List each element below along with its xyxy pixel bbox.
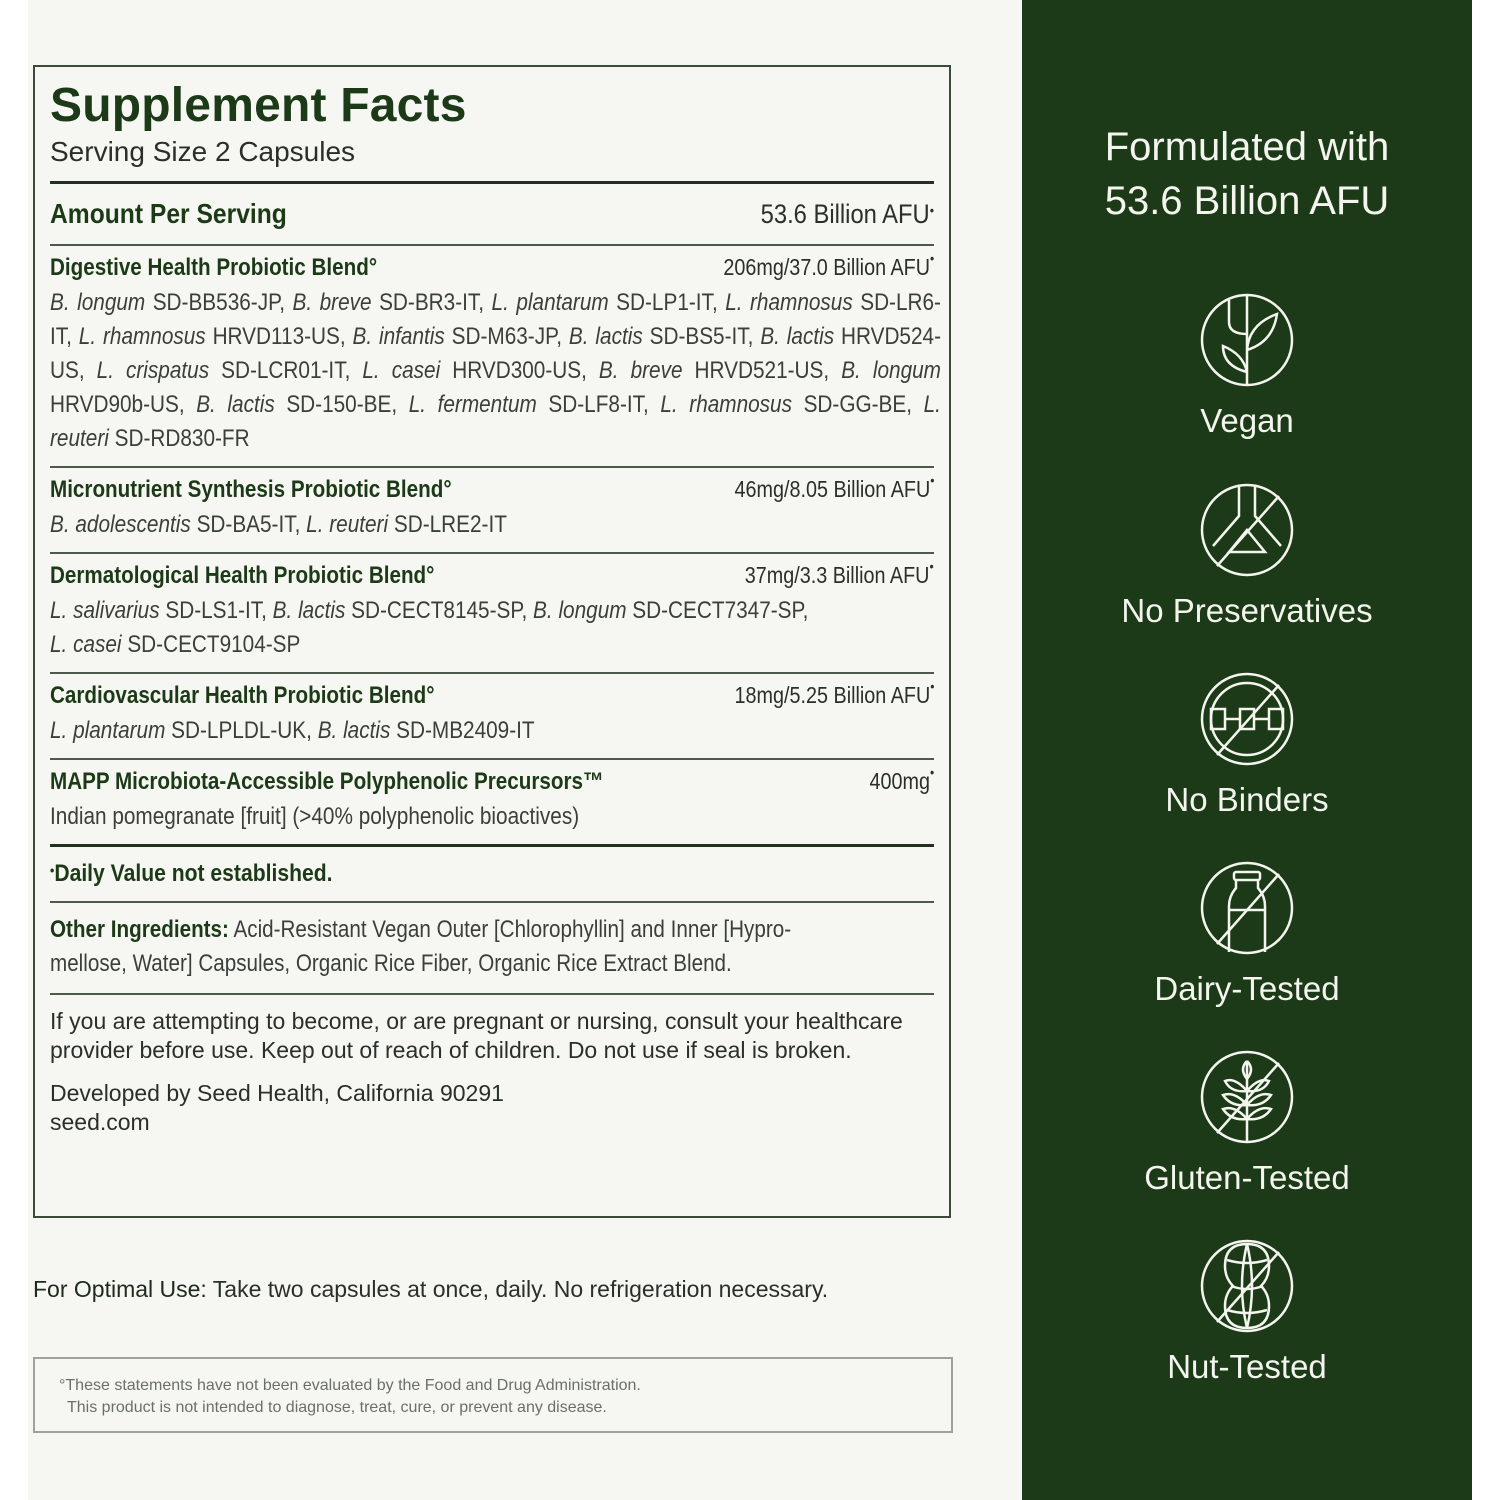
- strain-species: B. breve: [292, 289, 372, 316]
- strain-species: B. lactis: [760, 323, 835, 350]
- no-nut-icon: [1199, 1238, 1295, 1334]
- badge-nut-tested: [1022, 1238, 1472, 1386]
- strain-list: B. adolescentis SD-BA5-IT, L. reuteri SD-LRE2-IT: [50, 511, 507, 538]
- mapp-row: [50, 760, 934, 844]
- blend-amount: 206mg/37.0 Billion AFU•: [723, 250, 934, 280]
- strain-species: L. fermentum: [408, 391, 537, 418]
- strain-code: HRVD521-US: [694, 357, 824, 384]
- strain-species: L. plantarum: [50, 717, 166, 744]
- no-dairy-icon: [1199, 860, 1295, 956]
- blend-amount: 37mg/3.3 Billion AFU•: [745, 558, 934, 588]
- blend-row: [50, 246, 941, 466]
- badge-vegan: [1022, 292, 1472, 440]
- strain-code: SD-BA5-IT: [196, 511, 295, 538]
- plant-icon: [1199, 292, 1295, 388]
- amount-per-serving-row: [50, 184, 934, 244]
- strain-species: B. lactis: [196, 391, 275, 418]
- strain-species: L. casei: [362, 357, 441, 384]
- strain-code: SD-LR6-IT: [50, 289, 941, 350]
- badge-label: Vegan: [1200, 402, 1294, 439]
- amount-label: Amount Per Serving: [50, 198, 287, 229]
- strain-species: B. longum: [50, 289, 146, 316]
- strain-code: HRVD524-US: [50, 323, 941, 384]
- strain-species: B. lactis: [568, 323, 643, 350]
- strain-species: L. rhamnosus: [78, 323, 206, 350]
- strain-species: B. lactis: [272, 597, 346, 624]
- strain-species: L. crispatus: [96, 357, 210, 384]
- serving-size: Serving Size 2 Capsules: [50, 136, 356, 167]
- mapp-name: MAPP Microbiota-Accessible Polyphenolic Precursors™: [50, 768, 604, 795]
- no-preservatives-icon: [1199, 482, 1295, 578]
- no-binders-icon: [1199, 671, 1295, 767]
- blend-amount: 18mg/5.25 Billion AFU•: [734, 678, 934, 708]
- badge-dairy-tested: [1022, 860, 1472, 1008]
- afu-headline: Formulated with 53.6 Billion AFU: [1104, 125, 1390, 223]
- developer-line: Developed by Seed Health, California 90291: [50, 1080, 504, 1106]
- features-panel: [1022, 0, 1472, 1500]
- blend-row: [50, 468, 934, 552]
- mapp-detail: Indian pomegranate [fruit] (>40% polyphenolic bioactives): [50, 803, 580, 830]
- strain-species: L. rhamnosus: [725, 289, 853, 316]
- strain-code: SD-LRE2-IT: [393, 511, 507, 538]
- strain-code: SD-LPLDL-UK: [171, 717, 307, 744]
- facts-title: Supplement Facts: [50, 79, 467, 132]
- strain-code: SD-CECT9104-SP: [127, 631, 301, 658]
- strain-code: SD-GG-BE: [803, 391, 907, 418]
- strain-species: B. breve: [598, 357, 683, 384]
- fda-disclaimer: [33, 1357, 953, 1433]
- badge-gluten-tested: [1022, 1049, 1472, 1197]
- strain-species: B. longum: [841, 357, 941, 384]
- badge-label: Nut-Tested: [1167, 1348, 1327, 1385]
- blend-name: Micronutrient Synthesis Probiotic Blend°: [50, 476, 452, 503]
- badge-no-preservatives: [1022, 482, 1472, 630]
- amount-value: 53.6 Billion AFU•: [760, 199, 934, 229]
- strain-species: L. rhamnosus: [660, 391, 792, 418]
- strain-list: B. longum SD-BB536-JP, B. breve SD-BR3-IT, L. plantarum SD-LP1-IT, L. rhamnosus SD-LR6-IT, L. rhamnosus HRVD113-US, B. infantis SD-M63-JP, B. lactis SD-BS5-IT, B. lactis HRVD524-US, L. crispatus SD-LCR01-IT, L. casei HRVD300-US, B. breve HRVD521-US, B. longum HRVD90b-US, B. lactis SD-150-BE, L. fermentum SD-LF8-IT, L. rhamnosus SD-GG-BE, L. reuteri SD-RD830-FR: [50, 289, 941, 452]
- strain-species: L. salivarius: [50, 597, 160, 624]
- supplement-facts-panel: [33, 65, 951, 1218]
- blend-name: Cardiovascular Health Probiotic Blend°: [50, 682, 435, 709]
- strain-code: SD-LP1-IT: [616, 289, 712, 316]
- badge-label: No Binders: [1165, 781, 1329, 818]
- other-ingredients: Other Ingredients: Acid-Resistant Vegan Outer [Chlorophyllin] and Inner [Hypro-mellose, Water] Capsules, Organic Rice Fiber, Organic Rice Extract Blend.: [50, 916, 792, 977]
- strain-species: L. plantarum: [491, 289, 609, 316]
- website-link[interactable]: seed.com: [50, 1109, 150, 1135]
- strain-code: HRVD90b-US: [50, 391, 179, 418]
- strain-list: L. salivarius SD-LS1-IT, B. lactis SD-CECT8145-SP, B. longum SD-CECT7347-SP, L. casei SD-CECT9104-SP: [50, 597, 809, 658]
- blend-name: Dermatological Health Probiotic Blend°: [50, 562, 435, 589]
- strain-code: SD-RD830-FR: [114, 425, 250, 452]
- strain-code: SD-M63-JP: [451, 323, 557, 350]
- badge-no-binders: [1022, 671, 1472, 819]
- strain-code: SD-150-BE: [286, 391, 392, 418]
- strain-species: B. infantis: [352, 323, 445, 350]
- blend-row: [50, 554, 934, 672]
- fda-line-1: °These statements have not been evaluated by the Food and Drug Administration.: [59, 1377, 641, 1394]
- strain-list: L. plantarum SD-LPLDL-UK, B. lactis SD-MB2409-IT: [50, 717, 535, 744]
- strain-code: SD-CECT8145-SP: [351, 597, 522, 624]
- warning-text: If you are attempting to become, or are pregnant or nursing, consult your healthcare provider before use. Keep out of reach of children. Do not use if seal is broken.: [50, 1008, 903, 1063]
- strain-code: HRVD300-US: [452, 357, 582, 384]
- badge-label: Dairy-Tested: [1154, 970, 1340, 1007]
- fda-line-2: This product is not intended to diagnose, treat, cure, or prevent any disease.: [67, 1399, 607, 1416]
- strain-species: B. lactis: [317, 717, 391, 744]
- badge-label: No Preservatives: [1121, 592, 1373, 629]
- strain-code: SD-LF8-IT: [548, 391, 644, 418]
- strain-species: B. adolescentis: [50, 511, 191, 538]
- daily-value-note: •Daily Value not established.: [50, 860, 333, 887]
- strain-species: L. reuteri: [50, 391, 941, 452]
- strain-code: SD-BR3-IT: [379, 289, 479, 316]
- strain-species: L. reuteri: [306, 511, 389, 538]
- blend-name: Digestive Health Probiotic Blend°: [50, 254, 378, 281]
- mapp-amount: 400mg•: [869, 764, 934, 794]
- strain-code: SD-BB536-JP: [152, 289, 280, 316]
- blend-row: [50, 674, 934, 758]
- strain-species: L. casei: [50, 631, 122, 658]
- strain-code: HRVD113-US: [212, 323, 340, 350]
- developer-info: [50, 1079, 934, 1137]
- strain-code: SD-LCR01-IT: [221, 357, 345, 384]
- strain-species: B. longum: [533, 597, 627, 624]
- badge-label: Gluten-Tested: [1144, 1159, 1350, 1196]
- strain-code: SD-MB2409-IT: [396, 717, 535, 744]
- strain-code: SD-CECT7347-SP: [632, 597, 803, 624]
- blend-amount: 46mg/8.05 Billion AFU•: [734, 472, 934, 502]
- no-gluten-icon: [1199, 1049, 1295, 1145]
- strain-code: SD-LS1-IT: [165, 597, 262, 624]
- strain-code: SD-BS5-IT: [649, 323, 748, 350]
- optimal-use: For Optimal Use: Take two capsules at once, daily. No refrigeration necessary.: [33, 1276, 829, 1302]
